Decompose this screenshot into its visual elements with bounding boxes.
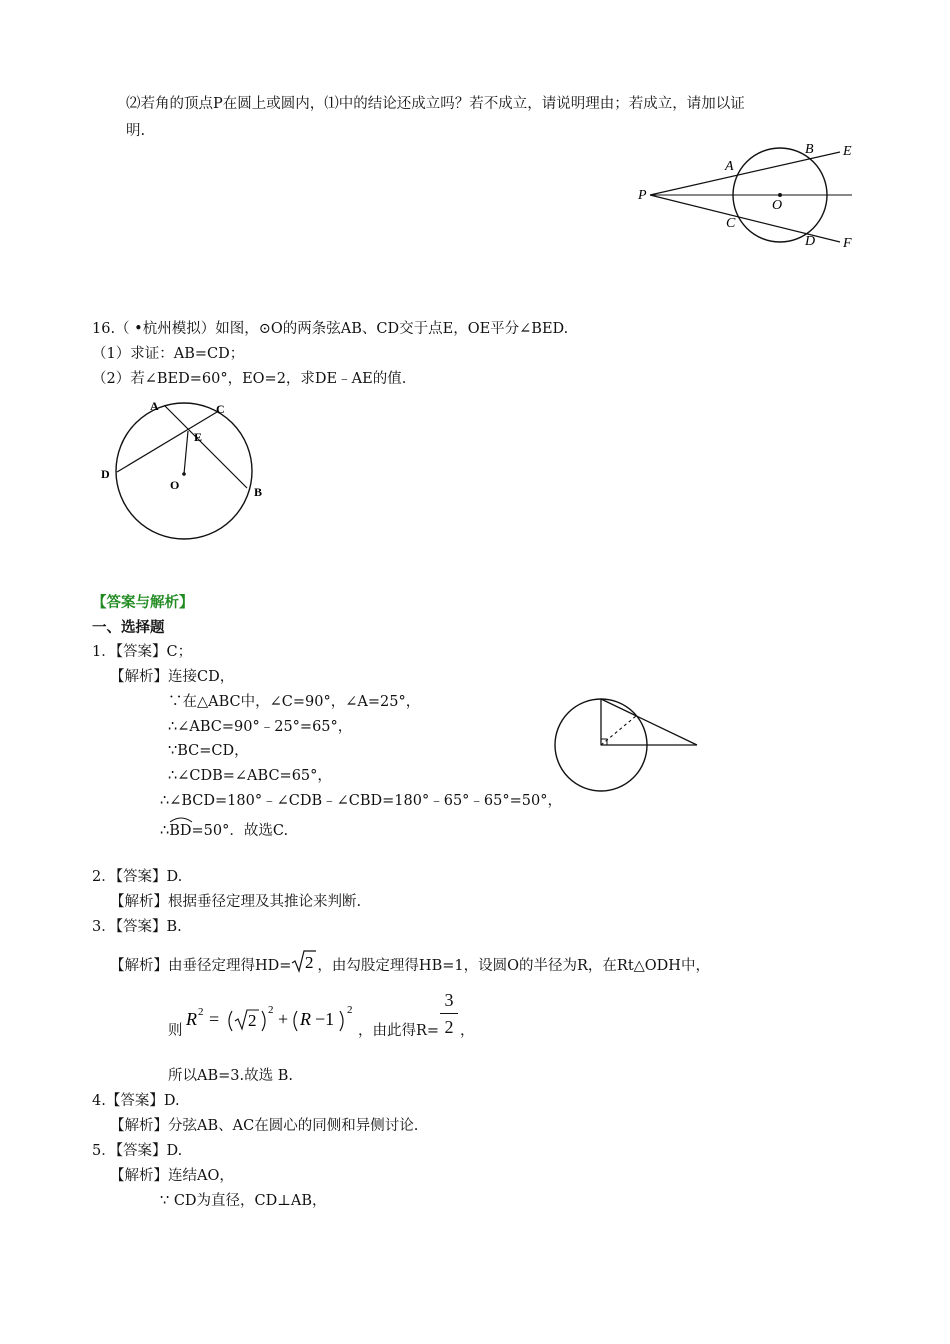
fig15-line-pe	[650, 152, 840, 195]
a3-formula	[184, 995, 360, 1035]
a2-jiexi: 【解析】根据垂径定理及其推论来判断.	[110, 894, 362, 910]
svg-text:2: 2	[248, 1011, 257, 1030]
a3-jiexi-part-a: 【解析】由垂径定理得HD=	[110, 958, 292, 974]
q15-figure	[630, 138, 870, 256]
fig15-center-dot	[778, 193, 782, 197]
fig16-label-e: E	[194, 430, 203, 444]
fig15-label-f: F	[843, 236, 852, 251]
q16-stem: 16.（ •杭州模拟）如图，⊙O的两条弦AB、CD交于点E，OE平分∠BED.	[92, 321, 569, 337]
fig16-label-c: C	[216, 402, 225, 416]
fig16-label-b: B	[254, 485, 263, 499]
section-choice-heading: 一、选择题	[92, 619, 165, 636]
svg-text:2: 2	[305, 953, 314, 972]
a1-step4: ∴∠CDB=∠ABC=65°，	[168, 768, 332, 784]
fig15-label-b: B	[805, 142, 814, 157]
a1-step5: ∴∠BCD=180°﹣∠CDB﹣∠CBD=180°﹣65°﹣65°=50°，	[160, 793, 562, 809]
q15-part2-line2: 明.	[126, 123, 146, 139]
a2-label: 2．【答案】D.	[92, 869, 183, 885]
a3-label: 3．【答案】B.	[92, 919, 182, 935]
fig15-label-a: A	[725, 159, 734, 174]
svg-text:2: 2	[347, 1004, 353, 1016]
a3-fraction-bar	[440, 1013, 458, 1014]
fig16-label-d: D	[101, 467, 110, 481]
a5-label: 5．【答案】D.	[92, 1143, 183, 1159]
svg-text:R: R	[300, 1009, 311, 1029]
a1-step6-rest: =50°．故选C.	[191, 823, 289, 839]
q16-part1: （1）求证：AB=CD；	[92, 346, 245, 362]
a3-jiexi-part-b: ，由勾股定理得HB=1，设圆O的半径为R，在Rt△ODH中，	[317, 958, 710, 974]
a1-step1: ∵在△ABC中，∠C=90°，∠A=25°，	[168, 694, 421, 710]
fig15-label-o: O	[772, 198, 783, 213]
a3-jiexi	[110, 949, 710, 976]
fig15-label-e: E	[843, 144, 852, 159]
fig16-segment-oe	[184, 431, 188, 474]
a3-fraction-denominator: 2	[444, 1017, 454, 1037]
svg-text:+: +	[278, 1009, 289, 1029]
svg-text:R: R	[186, 1009, 197, 1029]
arc-mark-icon	[169, 815, 193, 823]
arc-bd	[169, 821, 191, 841]
a3-fraction-numerator: 3	[444, 990, 454, 1010]
fig15-label-c: C	[726, 216, 736, 231]
a1-step6-prefix: ∴	[160, 823, 170, 839]
a3-ze: 则	[168, 1023, 183, 1039]
arc-bd-label: BD	[169, 823, 192, 839]
fig16-label-o: O	[170, 478, 180, 492]
fig16-center-dot	[182, 472, 186, 476]
a3-conclusion: 所以AB=3.故选 B.	[168, 1068, 293, 1084]
a3-formula-tail: ，由此得R=	[358, 1023, 440, 1039]
a3-comma: ，	[460, 1023, 475, 1039]
a5-step1: ∵ CD为直径，CD⊥AB，	[160, 1193, 327, 1209]
a1-step2: ∴∠ABC=90°﹣25°=65°，	[168, 719, 353, 735]
fig1-dashed-cd	[601, 716, 636, 745]
answers-heading: 【答案与解析】	[92, 594, 194, 611]
a1-jiexi: 【解析】连接CD，	[110, 669, 235, 685]
a4-jiexi: 【解析】分弦AB、AC在圆心的同侧和异侧讨论.	[110, 1118, 419, 1134]
q16-part2: （2）若∠BED=60°，EO=2，求DE﹣AE的值.	[92, 371, 407, 387]
q16-figure	[92, 395, 272, 545]
svg-text:=: =	[209, 1009, 220, 1029]
a1-step6	[160, 821, 288, 841]
fig15-label-d: D	[805, 234, 816, 249]
fig16-label-a: A	[150, 399, 159, 413]
a1-label: 1．【答案】C；	[92, 644, 193, 660]
a1-step3: ∵BC=CD，	[168, 743, 249, 759]
svg-text:−1: −1	[315, 1009, 335, 1029]
a1-figure	[550, 680, 720, 795]
svg-text:2: 2	[198, 1006, 204, 1018]
sqrt2-expression	[291, 949, 317, 973]
q15-part2-line1: ⑵若角的顶点P在圆上或圆内，⑴中的结论还成立吗？若不成立，请说明理由；若成立，请加以证	[126, 96, 745, 112]
a4-label: 4.【答案】D.	[92, 1093, 180, 1109]
a5-jiexi: 【解析】连结AO，	[110, 1168, 234, 1184]
svg-text:2: 2	[268, 1004, 274, 1016]
fig1-side-ab	[601, 699, 697, 745]
fig15-label-p: P	[638, 188, 647, 203]
